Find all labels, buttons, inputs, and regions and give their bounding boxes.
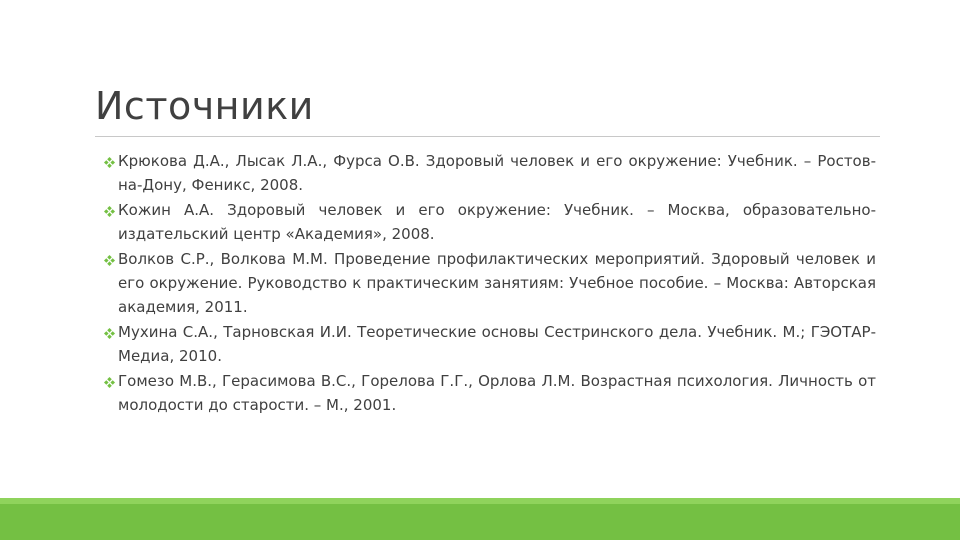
source-text: Гомезо М.В., Герасимова В.С., Горелова Г.Г., Орлова Л.М. Возрастная психология. Личность от молодости до старости. – М., 2001.	[118, 372, 876, 414]
bottom-bar-highlight	[0, 498, 960, 504]
four-diamond-bullet-icon	[104, 206, 115, 217]
four-diamond-bullet-icon	[104, 377, 115, 388]
sources-list	[104, 149, 876, 418]
four-diamond-bullet-icon	[104, 328, 115, 339]
list-item	[104, 369, 876, 417]
four-diamond-bullet-icon	[104, 157, 115, 168]
list-item	[104, 198, 876, 246]
list-item	[104, 149, 876, 197]
list-item	[104, 247, 876, 319]
four-diamond-bullet-icon	[104, 255, 115, 266]
source-text: Мухина С.А., Тарновская И.И. Теоретические основы Сестринского дела. Учебник. М.; ГЭОТАР-Медиа, 2010.	[118, 323, 876, 365]
list-item	[104, 320, 876, 368]
source-text: Крюкова Д.А., Лысак Л.А., Фурса О.В. Здоровый человек и его окружение: Учебник. – Ростов-на-Дону, Феникс, 2008.	[118, 152, 876, 194]
title-divider	[95, 136, 880, 137]
slide-title: Источники	[95, 84, 314, 128]
source-text: Кожин А.А. Здоровый человек и его окружение: Учебник. – Москва, образовательно-издательский центр «Академия», 2008.	[118, 201, 876, 243]
bottom-accent-bar	[0, 498, 960, 540]
source-text: Волков С.Р., Волкова М.М. Проведение профилактических мероприятий. Здоровый человек и его окружение. Руководство к практическим занятиям: Учебное пособие. – Москва: Авторская академия, 2011.	[118, 250, 876, 316]
